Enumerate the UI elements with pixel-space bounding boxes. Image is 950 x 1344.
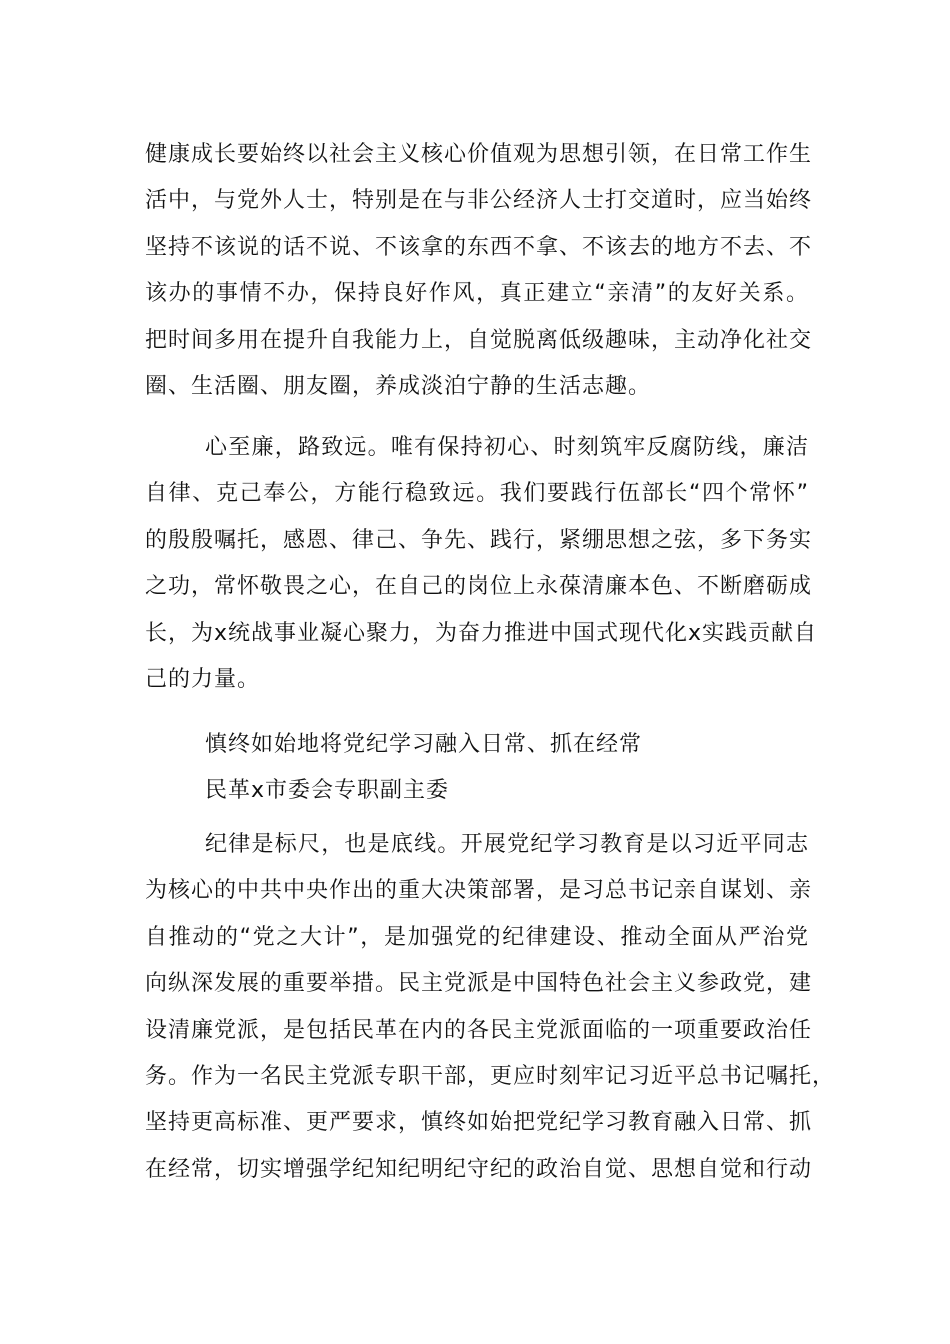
- section-heading: [145, 722, 809, 815]
- text-line: 务。作为一名民主党派专职干部，更应时刻牢记习近平总书记嘱托，: [145, 1063, 836, 1089]
- text-line: 在经常，切实增强学纪知纪明纪守纪的政治自觉、思想自觉和行动: [145, 1156, 813, 1182]
- section-title: 慎终如始地将党纪学习融入日常、抓在经常: [205, 732, 643, 757]
- text-line: 健康成长要始终以社会主义核心价值观为思想引领，在日常工作生: [145, 142, 813, 167]
- text-line: 向纵深发展的重要举措。民主党派是中国特色社会主义参政党，建: [145, 971, 813, 997]
- text-line: 设清廉党派，是包括民革在内的各民主党派面临的一项重要政治任: [145, 1017, 813, 1043]
- paragraph-3: [145, 822, 836, 1193]
- paragraph-1: [145, 132, 813, 410]
- text-line: 该办的事情不办，保持良好作风，真正建立“亲清”的友好关系。: [145, 281, 809, 307]
- text-line: 长，为x统战事业凝心聚力，为奋力推进中国式现代化x实践贡献自: [145, 620, 818, 646]
- text-line: 己的力量。: [145, 666, 261, 692]
- text-line: 活中，与党外人士，特别是在与非公经济人士打交道时，应当始终: [145, 188, 813, 214]
- text-line: 纪律是标尺，也是底线。开展党纪学习教育是以习近平同志: [205, 832, 809, 857]
- author-line: 民革x市委会专职副主委: [205, 778, 450, 804]
- text-line: 为核心的中共中央作出的重大决策部署，是习总书记亲自谋划、亲: [145, 878, 813, 904]
- text-line: 坚持更高标准、更严要求，慎终如始把党纪学习教育融入日常、抓: [145, 1110, 813, 1136]
- text-line: 自推动的“党之大计”，是加强党的纪律建设、推动全面从严治党: [145, 924, 809, 950]
- text-line: 的殷殷嘱托，感恩、律己、争先、践行，紧绷思想之弦，多下务实: [145, 527, 813, 553]
- text-line: 坚持不该说的话不说、不该拿的东西不拿、不该去的地方不去、不: [145, 234, 813, 260]
- text-line: 把时间多用在提升自我能力上，自觉脱离低级趣味，主动净化社交: [145, 327, 813, 353]
- text-line: 心至廉，路致远。唯有保持初心、时刻筑牢反腐防线，廉洁: [205, 435, 809, 460]
- paragraph-2: [145, 425, 818, 703]
- text-line: 自律、克己奉公，方能行稳致远。我们要践行伍部长“四个常怀”: [145, 481, 809, 507]
- text-line: 之功，常怀敬畏之心，在自己的岗位上永葆清廉本色、不断磨砺成: [145, 574, 813, 600]
- text-line: 圈、生活圈、朋友圈，养成淡泊宁静的生活志趣。: [145, 373, 652, 399]
